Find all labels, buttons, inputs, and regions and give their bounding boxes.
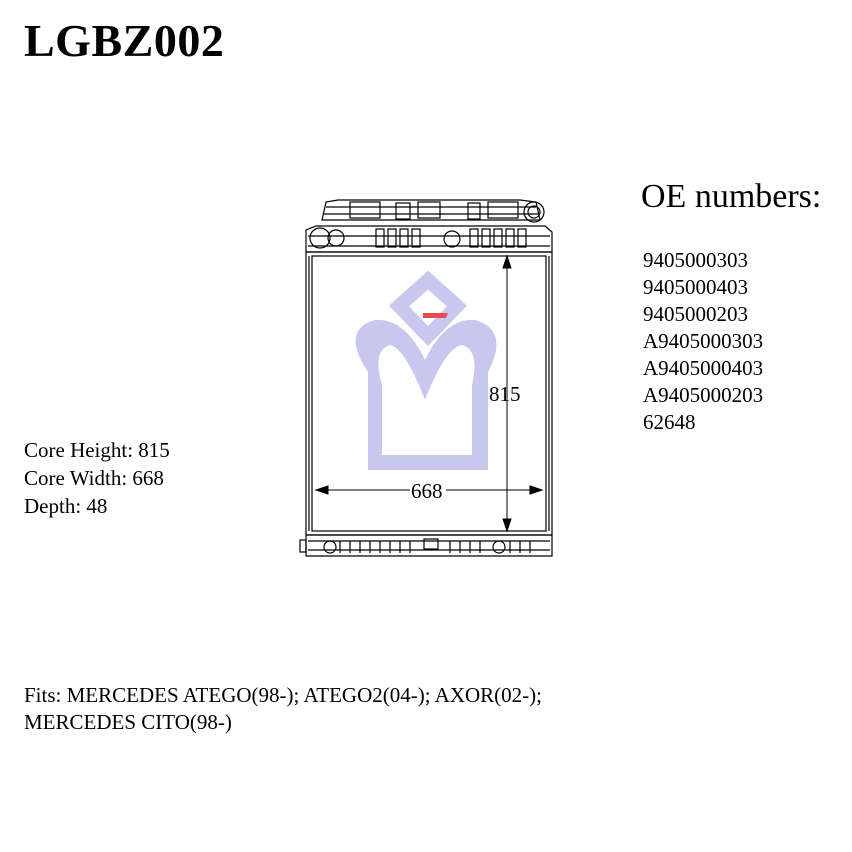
oe-number: A9405000403 xyxy=(643,356,764,380)
oe-number: 9405000203 xyxy=(643,302,748,326)
oe-number: 62648 xyxy=(643,410,696,434)
oe-numbers-heading: OE numbers: xyxy=(641,178,822,215)
watermark-logo xyxy=(356,280,497,470)
fitment-text: Fits: MERCEDES ATEGO(98-); ATEGO2(04-); AXOR(02-); MERCEDES CITO(98-) xyxy=(24,683,542,734)
radiator-drawing xyxy=(290,190,570,570)
product-code: LGBZ002 xyxy=(24,15,225,66)
oe-number: 9405000303 xyxy=(643,248,748,272)
core-height: Core Height: 815 xyxy=(24,438,170,462)
width-label: 668 xyxy=(411,479,443,503)
specifications xyxy=(24,436,170,520)
bottom-tank xyxy=(300,535,552,556)
oe-numbers-list xyxy=(643,247,763,436)
top-tank xyxy=(306,200,552,252)
core-width: Core Width: 668 xyxy=(24,466,164,490)
oe-number: A9405000203 xyxy=(643,383,764,407)
depth: Depth: 48 xyxy=(24,494,108,518)
oe-number: A9405000303 xyxy=(643,329,764,353)
oe-number: 9405000403 xyxy=(643,275,748,299)
height-label: 815 xyxy=(489,382,521,406)
